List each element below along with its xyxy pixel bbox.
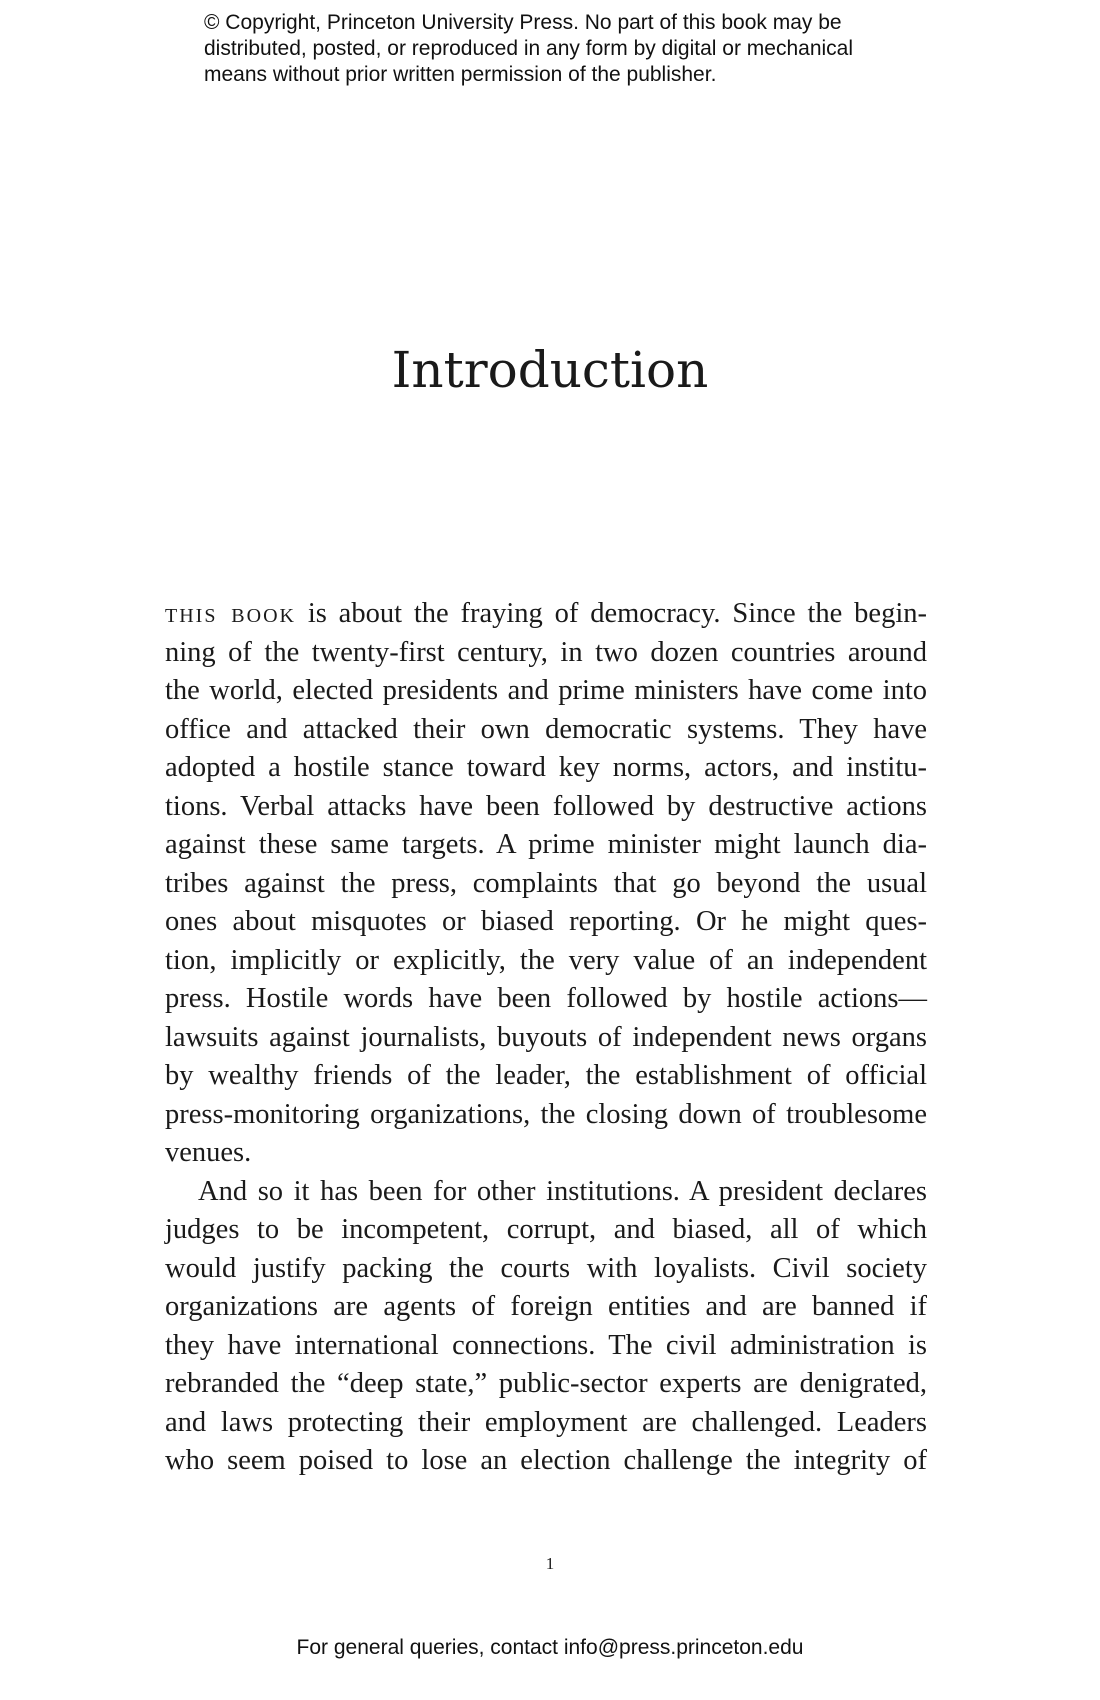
text-line: they have international connections. The civil administration is — [165, 1329, 927, 1361]
text-line: against these same targets. A prime minister might launch dia- — [165, 829, 927, 860]
text-line: And so it has been for other institutions. A president declares — [198, 1175, 927, 1207]
text-line-rest: is about the fraying of democracy. Since the begin- — [295, 598, 927, 629]
text-line: press. Hostile words have been followed by hostile actions— — [165, 983, 927, 1014]
text-line: tions. Verbal attacks have been followed by destructive actions — [165, 790, 927, 822]
text-line: office and attacked their own democratic systems. They have — [165, 713, 927, 745]
copyright-line: means without prior written permission of the publisher. — [204, 63, 717, 86]
text-line: ning of the twenty-first century, in two dozen countries around — [165, 636, 927, 668]
text-line: tribes against the press, complaints that go beyond the usual — [165, 867, 927, 899]
copyright-line: distributed, posted, or reproduced in any form by digital or mechanical — [204, 37, 854, 60]
page-number: 1 — [545, 1554, 555, 1573]
text-line: adopted a hostile stance toward key norms, actors, and institu- — [165, 752, 927, 783]
copyright-line: © Copyright, Princeton University Press. No part of this book may be — [204, 11, 842, 34]
text-line: judges to be incompetent, corrupt, and biased, all of which — [165, 1214, 927, 1245]
body-text — [165, 595, 927, 1481]
text-line: and laws protecting their employment are challenged. Leaders — [165, 1406, 927, 1438]
text-line: by wealthy friends of the leader, the establishment of official — [165, 1060, 927, 1091]
text-line: organizations are agents of foreign entities and are banned if — [165, 1291, 927, 1322]
text-line: lawsuits against journalists, buyouts of independent news organs — [165, 1021, 927, 1053]
text-line — [165, 595, 927, 634]
text-line: press-monitoring organizations, the closing down of troublesome — [165, 1098, 927, 1130]
text-line: tion, implicitly or explicitly, the very value of an independent — [165, 944, 927, 976]
text-line: rebranded the “deep state,” public-sector experts are denigrated, — [165, 1368, 927, 1399]
text-line: ones about misquotes or biased reporting. Or he might ques- — [165, 906, 927, 937]
footer-contact: For general queries, contact info@press.princeton.edu — [296, 1636, 804, 1659]
lead-in-smallcaps: this book — [165, 598, 296, 629]
chapter-title: Introduction — [391, 341, 709, 399]
text-line: would justify packing the courts with loyalists. Civil society — [165, 1252, 927, 1284]
copyright-notice — [204, 10, 944, 88]
text-line: venues. — [165, 1137, 252, 1168]
text-line: the world, elected presidents and prime ministers have come into — [165, 675, 927, 706]
text-line: who seem poised to lose an election challenge the integrity of — [165, 1445, 927, 1476]
